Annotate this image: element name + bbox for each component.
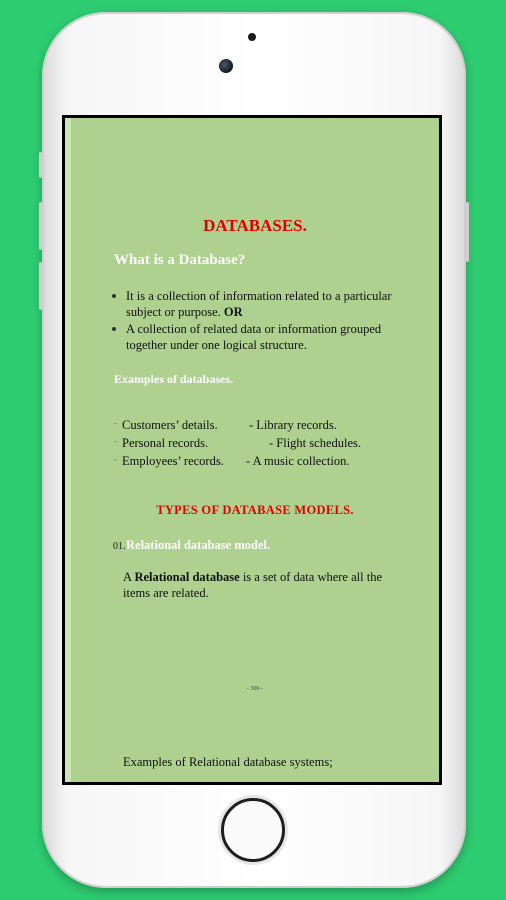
volume-up-button: [39, 202, 42, 250]
phone-screen: [62, 115, 442, 785]
relational-heading: Relational database model.: [126, 538, 271, 552]
types-heading: TYPES OF DATABASE MODELS.: [156, 503, 354, 517]
example-right: - Library records.: [249, 418, 337, 432]
bullet-icon: [112, 327, 116, 331]
dash-mark: -: [114, 455, 117, 464]
mute-switch: [39, 152, 42, 178]
example-left: - Personal records.: [114, 436, 209, 450]
volume-down-button: [39, 262, 42, 310]
bullet-line-1: It is a collection of information related to a particular: [126, 289, 392, 303]
dash-mark: -: [114, 437, 117, 446]
example-left: - Customers’ details.: [114, 418, 218, 432]
page-title: DATABASES.: [203, 216, 307, 235]
examples-heading: Examples of databases.: [114, 372, 234, 386]
section-number: 01.: [113, 541, 126, 552]
home-button[interactable]: [221, 798, 285, 862]
relational-description: A Relational database is a set of data where all the items are related.: [123, 570, 382, 600]
power-button: [466, 202, 469, 262]
bullet-line-2: subject or purpose. OR: [126, 305, 243, 319]
bullet-item: [116, 321, 416, 353]
proximity-sensor: [248, 33, 256, 41]
bullet-line-2: together under one logical structure.: [126, 338, 307, 352]
dash-mark: -: [114, 419, 117, 428]
bullet-line-1: A collection of related data or information grouped: [126, 322, 382, 336]
bullet-icon: [112, 294, 116, 298]
example-right: - A music collection.: [246, 454, 350, 468]
systems-text: Examples of Relational database systems;: [123, 755, 333, 769]
example-right: - Flight schedules.: [269, 436, 362, 450]
page-number: - 306 -: [247, 686, 263, 692]
front-camera-icon: [219, 59, 233, 73]
section-question: What is a Database?: [114, 252, 246, 268]
document-page[interactable]: [65, 118, 439, 782]
example-left: - Employees’ records.: [114, 454, 224, 468]
bullet-item: [116, 288, 416, 320]
